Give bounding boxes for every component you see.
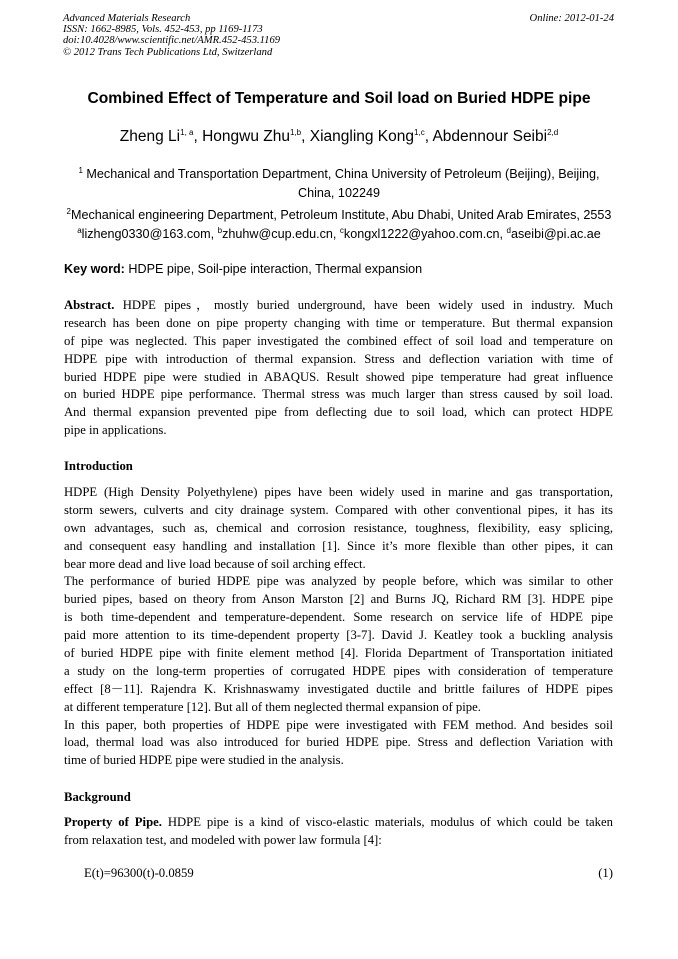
introduction-body <box>64 484 613 770</box>
text-line <box>64 333 613 351</box>
text-line <box>64 297 613 315</box>
text-line <box>64 520 613 538</box>
email-sup: b <box>217 225 223 235</box>
issn: ISSN: 1662-8985, Vols. 452-453, pp 1169-1173 <box>63 24 263 36</box>
authors: Zheng Li$^{1, a}$, Hongwu Zhu$^{1,b}$, Xiangling Kong$^{1,c}$, Abdennour Seibi$^{2,d}$ <box>119 127 559 145</box>
text-line <box>64 609 613 627</box>
email-sup: c <box>339 225 344 235</box>
aff-text: China, 102249 <box>298 186 380 200</box>
author-sup: 1,b <box>289 127 302 137</box>
author-sup: 1, a <box>180 127 194 137</box>
line-text: And thermal expansion prevented pipe from deflecting due to soil load, which can protect HDPE <box>64 405 613 420</box>
line-text: buried pipes, based on theory from Anson Marston [2] and Burns JQ, Richard RM [3]. HDPE pipe <box>64 592 613 607</box>
line-text: own advantages, such as, chemical and corrosion resistance, toughness, flexibility, easy splicing, <box>64 520 613 535</box>
equation-number: (1) <box>598 866 613 880</box>
line-text: bear more dead and live load because of soil arching effect. <box>64 556 366 571</box>
text-line <box>64 573 613 591</box>
online-date: Online: 2012-01-24 <box>529 13 614 24</box>
line-text: of pipe was neglected. This paper investigated the combined effect of soil load and temperature on <box>64 333 613 348</box>
text-line <box>64 386 613 404</box>
line-text: HDPE pipe is a kind of visco-elastic materials, modulus of which could be taken <box>161 815 614 829</box>
line-text: a study on the long-term properties of corrugated HDPE pipes with consideration of temperature <box>64 663 613 678</box>
line-text: load, thermal load was also introduced for buried HDPE pipe. Stress and deflection Variation with <box>64 735 613 750</box>
keywords-label: Key word: <box>64 262 125 276</box>
text-line <box>64 484 613 502</box>
line-text: is both time-dependent and temperature-dependent. Some research on service life of HDPE pipe <box>64 610 613 625</box>
line-text: The performance of buried HDPE pipe was analyzed by people before, which was similar to other <box>64 574 613 589</box>
keywords <box>64 262 422 276</box>
author-sup: 2,d <box>547 127 559 137</box>
affiliation-2 <box>40 206 638 244</box>
text-line <box>64 627 613 645</box>
line-text: effect [8－11]. Rajendra K. Krishnaswamy investigated ductile and brittle failures of HDPE pipes <box>64 681 613 696</box>
line-text: and consequent easy handling and installation [1]. Since it’s more flexible than other pipes, it can <box>64 538 613 553</box>
text-line <box>64 538 613 556</box>
line-text: buried HDPE pipe were studied in ABAQUS. Result showed pipe temperature had great influence <box>64 369 613 384</box>
aff-text: Mechanical engineering Department, Petroleum Institute, Abu Dhabi, United Arab Emirates, 2553 <box>71 208 612 222</box>
text-line <box>64 315 613 333</box>
aff-text: Mechanical and Transportation Department, China University of Petroleum (Beijing), Beijing, <box>82 167 600 181</box>
equation-1 <box>84 866 613 881</box>
copyright: © 2012 Trans Tech Publications Ltd, Switzerland <box>63 46 273 58</box>
equation: E(t)=96300(t)-0.0859 <box>84 866 194 880</box>
text-line <box>64 814 613 832</box>
author: Hongwu Zhu <box>202 128 290 145</box>
keywords-text: HDPE pipe, Soil-pipe interaction, Thermal expansion <box>124 262 423 276</box>
line-text: In this paper, both properties of HDPE pipe were investigated with FEM method. And besides soil <box>64 717 613 732</box>
text-line <box>64 591 613 609</box>
author: Abdennour Seibi <box>432 128 548 145</box>
line-text: of buried HDPE pipe with finite element method [4]. Florida Department of Transportation initiated <box>64 646 613 661</box>
text-line <box>64 422 613 440</box>
email: lizheng0330@163.com, <box>81 227 218 241</box>
journal-name: Advanced Materials Research <box>63 13 191 24</box>
author-sup: 1,c <box>414 127 425 137</box>
aff-sup: 1 <box>78 165 83 175</box>
introduction-heading: Introduction <box>64 459 133 473</box>
emails <box>77 227 601 241</box>
paragraph-label: Property of Pipe. <box>64 815 162 829</box>
email: aseibi@pi.ac.ae <box>510 227 601 241</box>
text-line <box>64 699 613 717</box>
line-text: storm sewers, culverts and city drainage system. Compared with other conventional pipes, it has its <box>64 502 613 517</box>
background-body <box>64 814 613 850</box>
email-sup: d <box>506 225 511 235</box>
email: zhuhw@cup.edu.cn, <box>222 227 340 241</box>
text-line <box>64 832 613 850</box>
text-line <box>64 502 613 520</box>
text-line <box>64 556 613 574</box>
line-text: HDPE (High Density Polyethylene) pipes have been widely used in marine and gas transportation, <box>64 485 613 499</box>
line-text: HDPE pipes，mostly buried underground, have been widely used in industry. Much <box>114 298 613 312</box>
line-text: from relaxation test, and modeled with power law formula [4]: <box>64 832 382 847</box>
text-line <box>64 351 613 369</box>
line-text: at different temperature [12]. But all of them neglected thermal expansion of pipe. <box>64 699 481 714</box>
line-text: research has been done on pipe property changing with time or temperature. But thermal expansion <box>64 315 613 330</box>
email: kongxl1222@yahoo.com.cn, <box>343 227 507 241</box>
affiliation-1 <box>40 165 638 203</box>
aff-sup: 2 <box>66 206 71 216</box>
paper-title: Combined Effect of Temperature and Soil load on Buried HDPE pipe <box>87 90 591 107</box>
text-line <box>64 681 613 699</box>
text-line <box>64 734 613 752</box>
email-sup: a <box>77 225 82 235</box>
line-text: on buried HDPE pipe performance. Thermal stress was much larger than stress caused by soil load. <box>64 387 613 402</box>
background-heading: Background <box>64 790 131 804</box>
doi: doi:10.4028/www.scientific.net/AMR.452-453.1169 <box>63 35 281 47</box>
text-line <box>64 663 613 681</box>
text-line <box>64 404 613 422</box>
text-line <box>64 645 613 663</box>
paragraph-label: Abstract. <box>64 298 115 312</box>
text-line <box>64 369 613 387</box>
author: Xiangling Kong <box>309 128 415 145</box>
text-line <box>64 752 613 770</box>
line-text: time of buried HDPE pipe were studied in the analysis. <box>64 753 344 768</box>
author: Zheng Li <box>119 128 181 145</box>
line-text: paid more attention to its time-dependent property [3-7]. David J. Keatley took a buckling analysis <box>64 628 613 643</box>
text-line <box>64 717 613 735</box>
line-text: pipe in applications. <box>64 423 167 438</box>
line-text: HDPE pipe with introduction of thermal expansion. Stress and deflection variation with time of <box>64 351 613 366</box>
abstract <box>64 297 613 440</box>
journal-header <box>63 13 280 58</box>
